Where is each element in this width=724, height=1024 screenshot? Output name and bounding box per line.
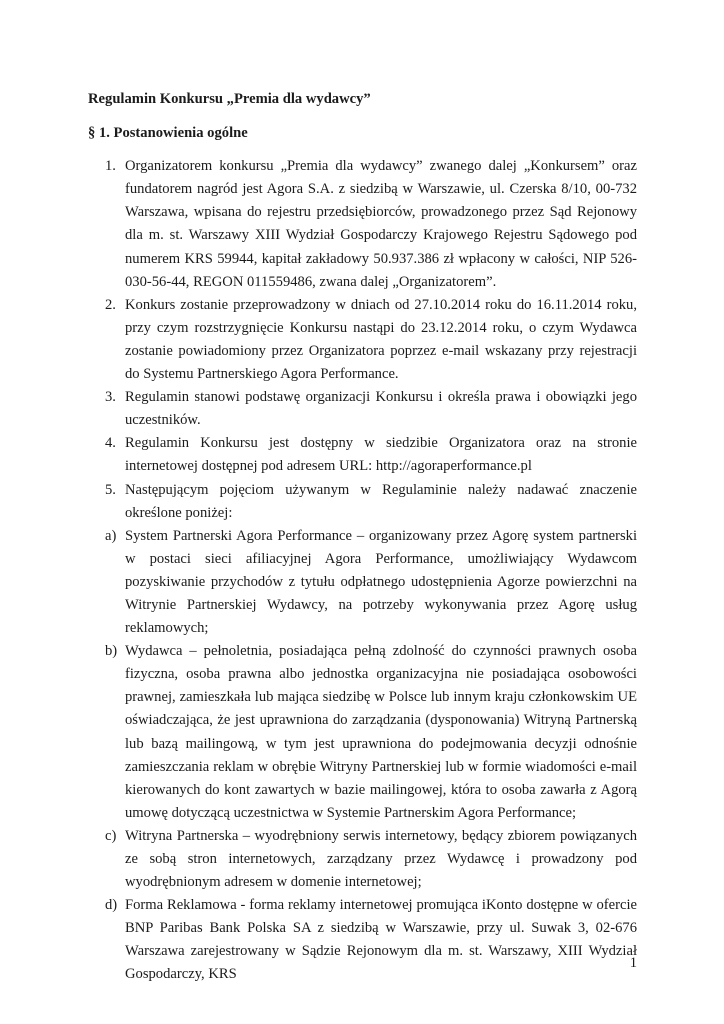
- list-item-marker: 3.: [105, 389, 116, 406]
- list-item-text: Wydawca – pełnoletnia, posiadająca pełną zdolność do czynności prawnych osoba fizyczna, osoba prawna albo jednostka organizacyjna nie posiadająca osobowości prawnej, zamieszkała lub mająca siedzibę w Polsce lub innym kraju członkowskim UE oświadczająca, że jest uprawniona do zarządzania (dysponowania) Witryną Partnerską lub bazą mailingową, w tym jest uprawniona do podejmowania decyzji odnośnie zamieszczania reklam w obrębie Witryny Partnerskiej lub w formie wiadomości e-mail kierowanych do kont zawartych w bazie mailingowej, która to osoba zawarła z Agorą umowę dotyczącą uczestnictwa w Systemie Partnerskim Agora Performance;: [125, 643, 637, 821]
- list-item-text: Regulamin Konkursu jest dostępny w siedzibie Organizatora oraz na stronie internetowej dostępnej pod adresem URL: http://agoraperformance.pl: [125, 435, 637, 475]
- list-item-text: System Partnerski Agora Performance – organizowany przez Agorę system partnerski w postaci sieci afiliacyjnej Agora Performance, umożliwiający Wydawcom pozyskiwanie przychodów z tytułu odpłatnego udostępnienia Agorze powierzchni na Witrynie Partnerskiej Wydawcy, na potrzeby wykonywania przez Agorę usług reklamowych;: [125, 527, 637, 637]
- list-item-marker: c): [105, 827, 117, 844]
- list-item-text: Następującym pojęciom używanym w Regulaminie należy nadawać znaczenie określone poniżej:: [125, 481, 637, 521]
- list-item-marker: 2.: [105, 296, 116, 313]
- ordered-list: [88, 155, 637, 986]
- list-item-5: [88, 479, 637, 525]
- list-item-text: Witryna Partnerska – wyodrębniony serwis internetowy, będący zbiorem powiązanych ze sobą stron internetowych, zarządzany przez Wydawcę i prowadzony pod wyodrębnionym adresem w domenie internetowej;: [125, 827, 637, 891]
- list-item-text: Organizatorem konkursu „Premia dla wydawcy” zwanego dalej „Konkursem” oraz fundatorem nagród jest Agora S.A. z siedzibą w Warszawie, ul. Czerska 8/10, 00-732 Warszawa, wpisana do rejestru przedsiębiorców, prowadzonego przez Sąd Rejonowy dla m. st. Warszawy XIII Wydział Gospodarczy Krajowego Rejestru Sądowego pod numerem KRS 59944, kapitał zakładowy 50.937.386 zł wpłacony w całości, NIP 526-030-56-44, REGON 011559486, zwana dalej „Organizatorem”.: [125, 158, 637, 290]
- list-item-a: [88, 525, 637, 640]
- list-item-d: [88, 894, 637, 986]
- list-item-c: [88, 825, 637, 894]
- section-heading: § 1. Postanowienia ogólne: [88, 125, 248, 142]
- list-item-1: [88, 155, 637, 294]
- list-item-marker: 1.: [105, 158, 116, 175]
- list-item-marker: a): [105, 527, 117, 544]
- list-item-marker: 5.: [105, 481, 116, 498]
- list-item-3: [88, 386, 637, 432]
- list-item-text: Konkurs zostanie przeprowadzony w dniach od 27.10.2014 roku do 16.11.2014 roku, przy czym rozstrzygnięcie Konkursu nastąpi do 23.12.2014 roku, o czym Wydawca zostanie powiadomiony przez Organizatora poprzez e-mail wskazany przy rejestracji do Systemu Partnerskiego Agora Performance.: [125, 296, 637, 383]
- list-item-4: [88, 432, 637, 478]
- page-number: 1: [629, 955, 637, 971]
- list-item-2: [88, 294, 637, 386]
- document-title: Regulamin Konkursu „Premia dla wydawcy”: [88, 91, 371, 107]
- list-item-text: Regulamin stanowi podstawę organizacji Konkursu i określa prawa i obowiązki jego uczestników.: [125, 389, 637, 429]
- list-item-marker: b): [105, 643, 118, 660]
- list-item-marker: d): [105, 897, 118, 914]
- list-item-b: [88, 640, 637, 825]
- list-item-marker: 4.: [105, 435, 116, 452]
- list-item-text: Forma Reklamowa - forma reklamy internetowej promująca iKonto dostępne w ofercie BNP Paribas Bank Polska SA z siedzibą w Warszawie, przy ul. Suwak 3, 02-676 Warszawa zarejestrowany w Sądzie Rejonowym dla m. st. Warszawy, XIII Wydział Gospodarczy, KRS: [125, 897, 637, 983]
